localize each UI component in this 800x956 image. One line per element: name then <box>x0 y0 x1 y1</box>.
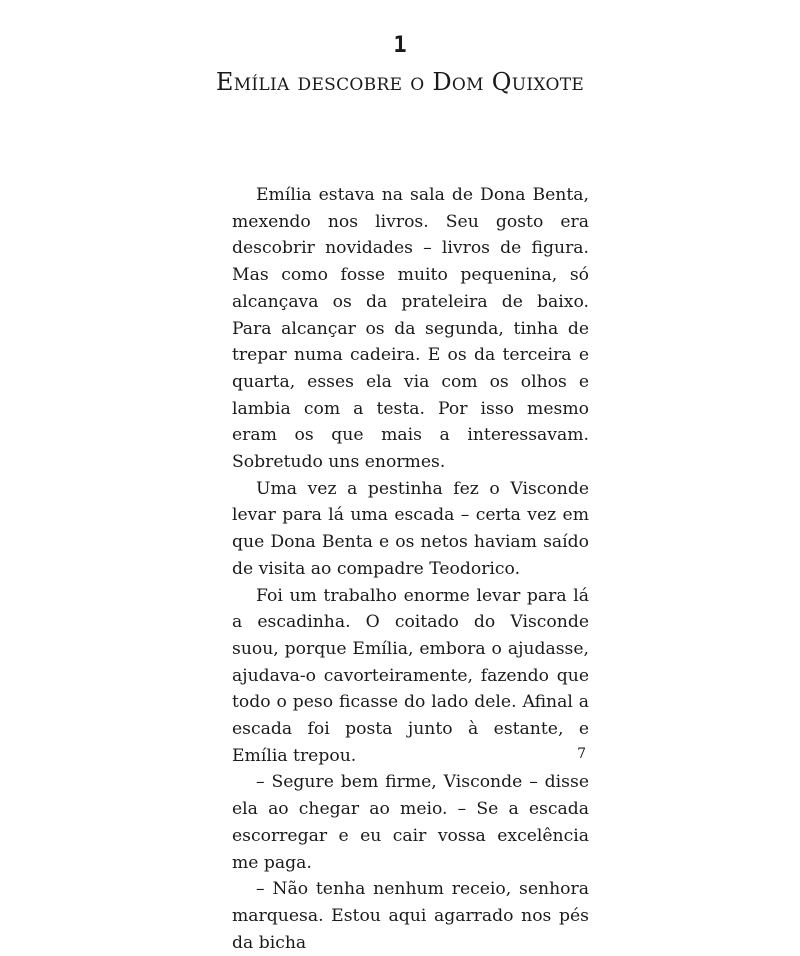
chapter-title: Emília descobre o Dom Quixote <box>215 68 585 96</box>
paragraph-1: Emília estava na sala de Dona Benta, mexendo nos livros. Seu gosto era descobrir novidades – livros de figura. Mas como fosse muito pequenina, só alcançava os da prateleira de baixo. Para alcançar os da segunda, tinha de trepar numa cadeira. E os da terceira e quarta, esses ela via com os olhos e lambia com a testa. Por isso mesmo eram os que mais a interessavam. Sobretudo uns enormes. <box>232 185 589 473</box>
paragraph-5: – Não tenha nenhum receio, senhora marquesa. Estou aqui agarrado nos pés da bicha <box>232 879 589 953</box>
chapter-number: 1 <box>393 33 407 58</box>
body-text <box>232 182 589 956</box>
page-number: 7 <box>577 746 586 762</box>
paragraph-4: – Segure bem firme, Visconde – disse ela ao chegar ao meio. – Se a escada escorregar e eu cair vossa excelência me paga. <box>232 772 589 873</box>
paragraph-3: Foi um trabalho enorme levar para lá a escadinha. O coitado do Visconde suou, porque Emília, embora o ajudasse, ajudava-o cavorteiramente, fazendo que todo o peso ficasse do lado dele. Afinal a escada foi posta junto à estante, e Emília trepou. <box>232 585 589 766</box>
paragraph-2: Uma vez a pestinha fez o Visconde levar para lá uma escada – certa vez em que Dona Benta e os netos haviam saído de visita ao compadre Teodorico. <box>232 478 589 579</box>
